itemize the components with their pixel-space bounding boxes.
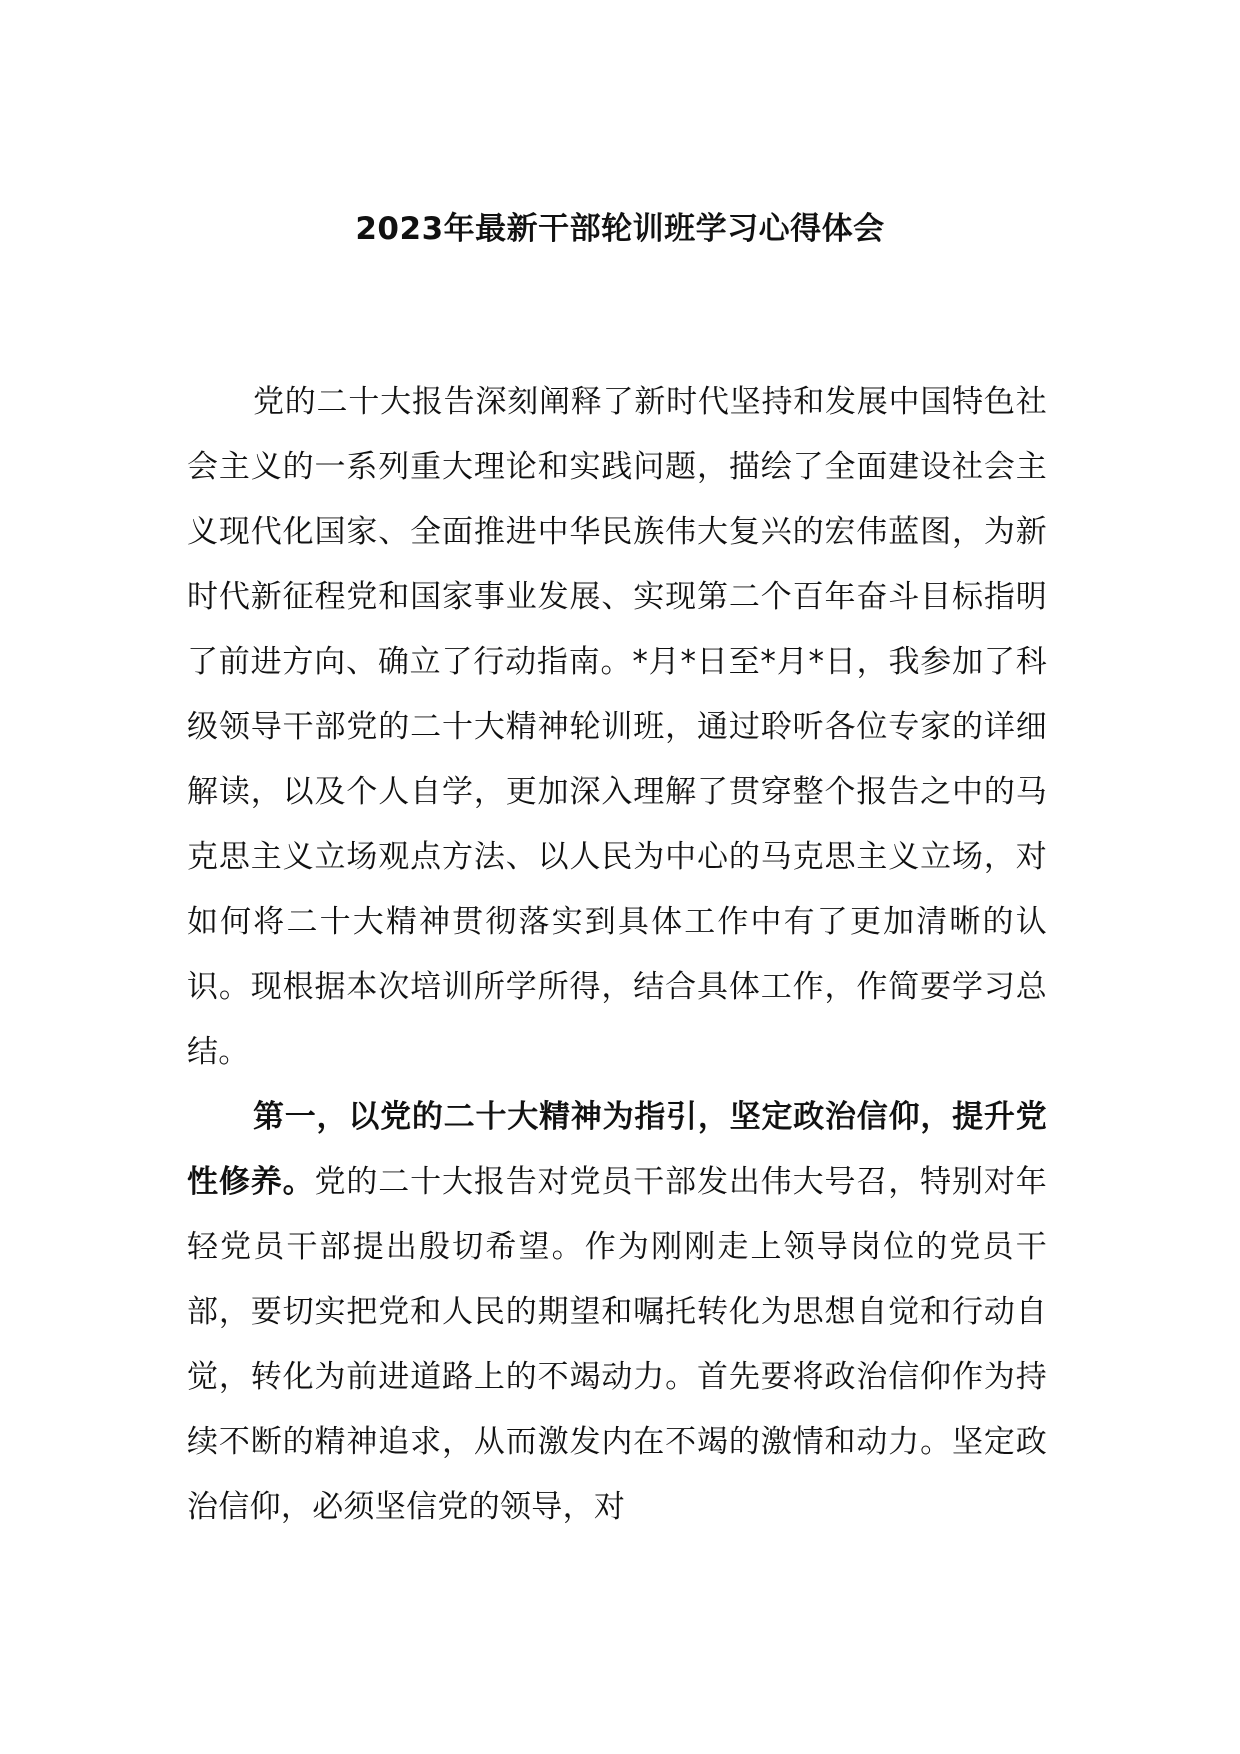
document-title: 2023年最新干部轮训班学习心得体会: [355, 211, 885, 247]
paragraph-intro: [187, 370, 1047, 1085]
paragraph-section-one: [187, 1085, 1047, 1540]
paragraph-lead: 第一，以党的二十大精神为指引，坚定政治信仰，提升党性修养。: [187, 1099, 1047, 1200]
document-body: [187, 370, 1047, 1540]
paragraph-text: 党的二十大报告深刻阐释了新时代坚持和发展中国特色社会主义的一系列重大理论和实践问题，描绘了全面建设社会主义现代化国家、全面推进中华民族伟大复兴的宏伟蓝图，为新时代新征程党和国家事业发展、实现第二个百年奋斗目标指明了前进方向、确立了行动指南。*月*日至*月*日，我参加了科级领导干部党的二十大精神轮训班，通过聆听各位专家的详细解读，以及个人自学，更加深入理解了贯穿整个报告之中的马克思主义立场观点方法、以人民为中心的马克思主义立场，对如何将二十大精神贯彻落实到具体工作中有了更加清晰的认识。现根据本次培训所学所得，结合具体工作，作简要学习总结。: [187, 384, 1047, 1070]
paragraph-text: 党的二十大报告对党员干部发出伟大号召，特别对年轻党员干部提出殷切希望。作为刚刚走上领导岗位的党员干部，要切实把党和人民的期望和嘱托转化为思想自觉和行动自觉，转化为前进道路上的不竭动力。首先要将政治信仰作为持续不断的精神追求，从而激发内在不竭的激情和动力。坚定政治信仰，必须坚信党的领导，对: [187, 1164, 1047, 1525]
